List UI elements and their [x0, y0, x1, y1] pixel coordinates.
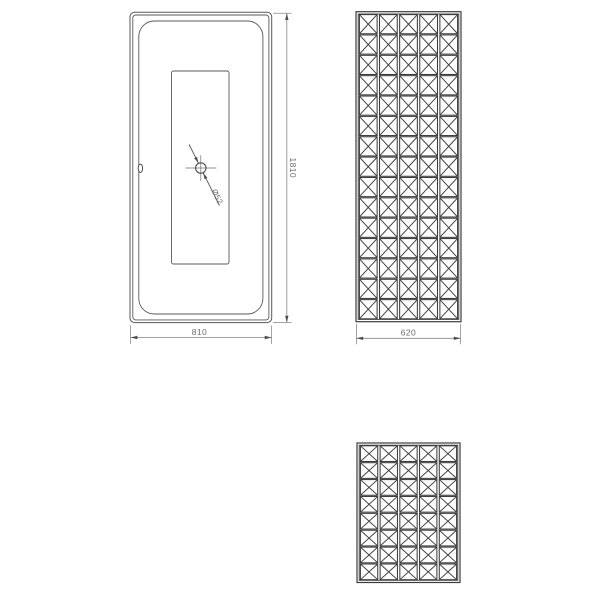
drain-leader [189, 145, 225, 207]
tub-floor-rect [172, 71, 230, 264]
dimension-arrow-right [454, 337, 461, 340]
panel-grid-cell [440, 157, 458, 176]
panel-grid-cell [359, 259, 377, 278]
panel-grid-cell [380, 496, 397, 512]
panel-grid-cell [440, 15, 458, 34]
panel-grid [359, 15, 457, 319]
panel-grid-cell [359, 116, 377, 135]
panel-grid-cell [359, 76, 377, 95]
panel-grid-cell [440, 279, 458, 298]
panel-grid-cell [420, 116, 438, 135]
panel-grid-cell [400, 463, 417, 479]
apron-panel-large [356, 12, 461, 322]
panel-grid-cell [380, 55, 398, 74]
panel-grid-cell [400, 96, 418, 115]
panel-grid-cell [439, 530, 456, 546]
panel-grid-cell [400, 177, 418, 196]
panel-grid-cell [420, 547, 437, 563]
panel-grid-cell [439, 446, 456, 462]
panel-grid-cell [400, 496, 417, 512]
dimension-arrow-left [131, 336, 138, 339]
panel-grid-cell [439, 547, 456, 563]
panel-grid [360, 446, 456, 580]
panel-grid-cell [359, 239, 377, 258]
panel-grid-cell [420, 35, 438, 54]
panel-grid-cell [400, 116, 418, 135]
panel-grid-cell [440, 96, 458, 115]
dimension-length-label: 1810 [288, 157, 299, 179]
panel-grid-cell [400, 55, 418, 74]
panel-grid-cell [439, 463, 456, 479]
panel-grid-cell [439, 496, 456, 512]
panel-grid-cell [380, 116, 398, 135]
panel-grid-cell [420, 218, 438, 237]
panel-grid-cell [420, 137, 438, 156]
panel-grid-cell [420, 239, 438, 258]
panel-grid-cell [359, 55, 377, 74]
panel-grid-cell [439, 513, 456, 529]
panel-grid-cell [400, 239, 418, 258]
panel-grid-cell [380, 259, 398, 278]
panel-grid-cell [380, 198, 398, 217]
panel-grid-cell [380, 564, 397, 580]
panel-grid-cell [420, 446, 437, 462]
panel-grid-cell [420, 480, 437, 496]
panel-grid-cell [360, 530, 377, 546]
drain-symbol [186, 155, 217, 181]
panel-outer-rect [357, 443, 460, 583]
panel-grid-cell [420, 300, 438, 319]
panel-grid-cell [380, 300, 398, 319]
panel-grid-cell [420, 15, 438, 34]
panel-grid-cell [380, 463, 397, 479]
panel-grid-cell [440, 239, 458, 258]
panel-grid-cell [440, 35, 458, 54]
panel-grid-cell [380, 446, 397, 462]
panel-grid-cell [440, 259, 458, 278]
dimension-length [273, 13, 298, 322]
panel-grid-cell [400, 15, 418, 34]
panel-grid-cell [400, 157, 418, 176]
panel-grid-cell [400, 218, 418, 237]
panel-grid-cell [400, 547, 417, 563]
panel-grid-cell [380, 279, 398, 298]
panel-grid-cell [380, 157, 398, 176]
dimension-arrow-up [285, 13, 288, 20]
panel-grid-cell [380, 239, 398, 258]
panel-grid-cell [360, 564, 377, 580]
panel-grid-cell [380, 177, 398, 196]
panel-grid-cell [380, 76, 398, 95]
panel-grid-cell [359, 157, 377, 176]
panel-grid-cell [360, 446, 377, 462]
panel-grid-cell [360, 463, 377, 479]
panel-grid-cell [380, 137, 398, 156]
panel-grid-cell [420, 496, 437, 512]
panel-grid-cell [359, 198, 377, 217]
panel-grid-cell [400, 564, 417, 580]
panel-grid-cell [359, 218, 377, 237]
panel-grid-cell [359, 15, 377, 34]
panel-grid-cell [440, 55, 458, 74]
panel-grid-cell [360, 480, 377, 496]
panel-grid-cell [420, 76, 438, 95]
dimension-arrow-left [356, 337, 363, 340]
panel-grid-cell [400, 76, 418, 95]
panel-grid-cell [400, 446, 417, 462]
panel-grid-cell [439, 564, 456, 580]
panel-grid-cell [420, 259, 438, 278]
bathtub-top-view [130, 12, 272, 322]
panel-grid-cell [440, 198, 458, 217]
dimension-width-label: 810 [191, 326, 208, 337]
panel-grid-cell [360, 513, 377, 529]
panel-grid-cell [400, 137, 418, 156]
dimension-panel-width-label: 620 [400, 327, 417, 338]
panel-grid-cell [400, 300, 418, 319]
overflow-hole [138, 164, 142, 172]
leader-arrow-upper [194, 157, 198, 164]
panel-grid-cell [440, 76, 458, 95]
panel-grid-cell [360, 496, 377, 512]
panel-grid-cell [420, 96, 438, 115]
panel-grid-cell [420, 463, 437, 479]
panel-grid-cell [439, 480, 456, 496]
panel-grid-cell [420, 157, 438, 176]
panel-grid-cell [440, 300, 458, 319]
panel-grid-cell [380, 35, 398, 54]
panel-grid-cell [359, 96, 377, 115]
panel-grid-cell [380, 547, 397, 563]
panel-grid-cell [400, 198, 418, 217]
panel-grid-cell [380, 530, 397, 546]
panel-grid-cell [359, 35, 377, 54]
panel-grid-cell [420, 177, 438, 196]
panel-grid-cell [440, 218, 458, 237]
panel-grid-cell [400, 513, 417, 529]
panel-grid-cell [420, 198, 438, 217]
panel-grid-cell [360, 547, 377, 563]
panel-grid-cell [380, 15, 398, 34]
panel-grid-cell [440, 137, 458, 156]
panel-grid-cell [380, 513, 397, 529]
panel-grid-cell [380, 218, 398, 237]
panel-grid-cell [420, 513, 437, 529]
dimension-arrow-right [265, 336, 272, 339]
panel-grid-cell [420, 55, 438, 74]
panel-grid-cell [359, 137, 377, 156]
apron-panel-small [357, 443, 460, 583]
leader-arrow-lower [203, 173, 207, 180]
panel-grid-cell [400, 279, 418, 298]
panel-grid-cell [420, 530, 437, 546]
drain-diameter-label: Ø52 [209, 187, 225, 206]
dimension-arrow-down [285, 316, 288, 323]
panel-grid-cell [359, 300, 377, 319]
panel-grid-cell [440, 177, 458, 196]
dimension-width [131, 326, 272, 345]
panel-grid-cell [400, 480, 417, 496]
panel-grid-cell [420, 279, 438, 298]
panel-grid-cell [359, 177, 377, 196]
panel-grid-cell [400, 35, 418, 54]
panel-grid-cell [380, 480, 397, 496]
panel-grid-cell [380, 96, 398, 115]
panel-grid-cell [400, 530, 417, 546]
panel-grid-cell [420, 564, 437, 580]
panel-grid-cell [440, 116, 458, 135]
dimension-panel-width [356, 324, 460, 345]
panel-grid-cell [400, 259, 418, 278]
panel-grid-cell [359, 279, 377, 298]
